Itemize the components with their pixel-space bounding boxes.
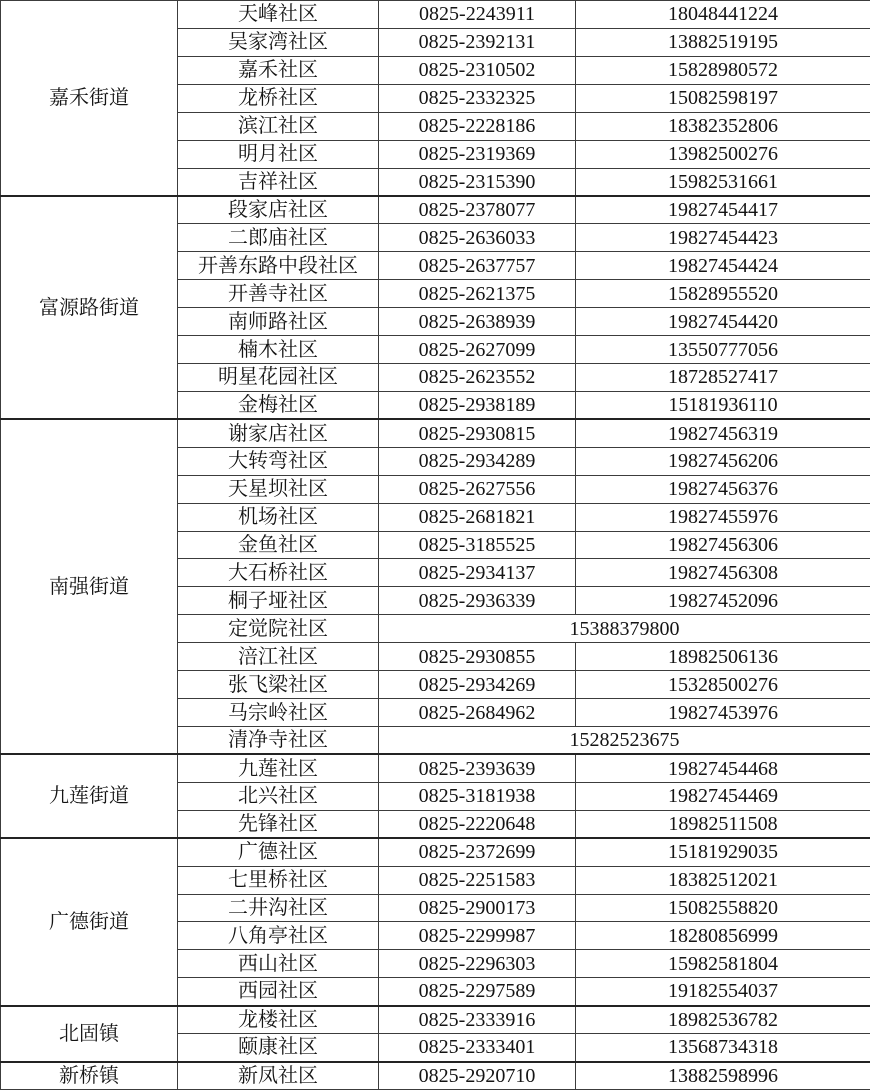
landline-cell: 0825-2372699 bbox=[379, 838, 576, 866]
mobile-cell: 19827456319 bbox=[576, 419, 870, 447]
landline-cell: 0825-2623552 bbox=[379, 363, 576, 391]
community-cell: 新凤社区 bbox=[178, 1062, 379, 1090]
landline-cell: 0825-2920710 bbox=[379, 1062, 576, 1090]
mobile-cell: 18382352806 bbox=[576, 112, 870, 140]
community-cell: 桐子垭社区 bbox=[178, 587, 379, 615]
contact-table-body bbox=[1, 1, 870, 1090]
table-row bbox=[1, 1, 870, 29]
mobile-cell: 19827454468 bbox=[576, 754, 870, 782]
landline-cell: 0825-2319369 bbox=[379, 140, 576, 168]
mobile-cell: 19827453976 bbox=[576, 699, 870, 727]
district-cell: 北固镇 bbox=[1, 1006, 178, 1062]
mobile-cell: 13568734318 bbox=[576, 1034, 870, 1062]
community-cell: 大石桥社区 bbox=[178, 559, 379, 587]
district-cell: 南强街道 bbox=[1, 419, 178, 754]
table-row bbox=[1, 838, 870, 866]
community-cell: 滨江社区 bbox=[178, 112, 379, 140]
landline-cell: 0825-2392131 bbox=[379, 28, 576, 56]
landline-cell: 0825-2638939 bbox=[379, 308, 576, 336]
community-cell: 南师路社区 bbox=[178, 308, 379, 336]
landline-cell: 0825-2251583 bbox=[379, 866, 576, 894]
community-cell: 二井沟社区 bbox=[178, 894, 379, 922]
community-cell: 吉祥社区 bbox=[178, 168, 379, 196]
landline-cell: 0825-2333916 bbox=[379, 1006, 576, 1034]
landline-cell: 0825-2333401 bbox=[379, 1034, 576, 1062]
table-row bbox=[1, 1062, 870, 1090]
landline-cell: 0825-2938189 bbox=[379, 391, 576, 419]
community-cell: 西园社区 bbox=[178, 978, 379, 1006]
landline-cell: 0825-2934269 bbox=[379, 671, 576, 699]
mobile-cell: 18048441224 bbox=[576, 1, 870, 29]
table-row bbox=[1, 196, 870, 224]
landline-cell: 0825-2934289 bbox=[379, 447, 576, 475]
landline-cell: 0825-2934137 bbox=[379, 559, 576, 587]
landline-cell: 0825-2684962 bbox=[379, 699, 576, 727]
mobile-cell: 19827456376 bbox=[576, 475, 870, 503]
landline-cell: 0825-2332325 bbox=[379, 84, 576, 112]
mobile-cell: 19827452096 bbox=[576, 587, 870, 615]
mobile-cell: 19182554037 bbox=[576, 978, 870, 1006]
district-cell: 九莲街道 bbox=[1, 754, 178, 838]
community-cell: 大转弯社区 bbox=[178, 447, 379, 475]
mobile-cell: 18382512021 bbox=[576, 866, 870, 894]
mobile-cell: 15982581804 bbox=[576, 950, 870, 978]
landline-cell: 0825-2228186 bbox=[379, 112, 576, 140]
community-cell: 涪江社区 bbox=[178, 643, 379, 671]
community-cell: 金梅社区 bbox=[178, 391, 379, 419]
mobile-cell: 19827454469 bbox=[576, 782, 870, 810]
community-cell: 明星花园社区 bbox=[178, 363, 379, 391]
mobile-cell: 19827454420 bbox=[576, 308, 870, 336]
mobile-cell: 19827456206 bbox=[576, 447, 870, 475]
community-cell: 清净寺社区 bbox=[178, 726, 379, 754]
landline-cell: 0825-2297589 bbox=[379, 978, 576, 1006]
mobile-cell: 19827454423 bbox=[576, 224, 870, 252]
community-cell: 天峰社区 bbox=[178, 1, 379, 29]
landline-cell: 0825-2930855 bbox=[379, 643, 576, 671]
community-cell: 开善东路中段社区 bbox=[178, 252, 379, 280]
community-cell: 七里桥社区 bbox=[178, 866, 379, 894]
community-cell: 明月社区 bbox=[178, 140, 379, 168]
mobile-cell: 15828980572 bbox=[576, 56, 870, 84]
landline-cell: 0825-3185525 bbox=[379, 531, 576, 559]
mobile-cell: 15828955520 bbox=[576, 280, 870, 308]
landline-cell: 0825-2637757 bbox=[379, 252, 576, 280]
mobile-cell: 15181929035 bbox=[576, 838, 870, 866]
community-cell: 定觉院社区 bbox=[178, 615, 379, 643]
mobile-cell: 15328500276 bbox=[576, 671, 870, 699]
landline-cell: 0825-2243911 bbox=[379, 1, 576, 29]
mobile-cell: 19827455976 bbox=[576, 503, 870, 531]
landline-cell: 0825-2936339 bbox=[379, 587, 576, 615]
landline-cell: 0825-2299987 bbox=[379, 922, 576, 950]
community-cell: 颐康社区 bbox=[178, 1034, 379, 1062]
community-cell: 二郎庙社区 bbox=[178, 224, 379, 252]
mobile-cell: 15082558820 bbox=[576, 894, 870, 922]
mobile-cell: 15082598197 bbox=[576, 84, 870, 112]
mobile-cell: 18982536782 bbox=[576, 1006, 870, 1034]
mobile-cell: 19827454424 bbox=[576, 252, 870, 280]
mobile-cell: 15982531661 bbox=[576, 168, 870, 196]
district-cell: 富源路街道 bbox=[1, 196, 178, 419]
community-cell: 西山社区 bbox=[178, 950, 379, 978]
community-cell: 广德社区 bbox=[178, 838, 379, 866]
mobile-cell: 18280856999 bbox=[576, 922, 870, 950]
community-cell: 楠木社区 bbox=[178, 336, 379, 364]
community-cell: 九莲社区 bbox=[178, 754, 379, 782]
community-cell: 段家店社区 bbox=[178, 196, 379, 224]
landline-cell: 0825-2296303 bbox=[379, 950, 576, 978]
mobile-cell: 13982500276 bbox=[576, 140, 870, 168]
landline-cell: 0825-2220648 bbox=[379, 810, 576, 838]
mobile-cell: 19827456306 bbox=[576, 531, 870, 559]
contact-number-cell-merged: 15282523675 bbox=[379, 726, 870, 754]
community-cell: 开善寺社区 bbox=[178, 280, 379, 308]
contact-number-cell-merged: 15388379800 bbox=[379, 615, 870, 643]
landline-cell: 0825-2310502 bbox=[379, 56, 576, 84]
community-cell: 龙楼社区 bbox=[178, 1006, 379, 1034]
community-cell: 北兴社区 bbox=[178, 782, 379, 810]
community-cell: 谢家店社区 bbox=[178, 419, 379, 447]
mobile-cell: 18982511508 bbox=[576, 810, 870, 838]
community-cell: 机场社区 bbox=[178, 503, 379, 531]
landline-cell: 0825-2627556 bbox=[379, 475, 576, 503]
community-cell: 吴家湾社区 bbox=[178, 28, 379, 56]
table-row bbox=[1, 419, 870, 447]
landline-cell: 0825-2636033 bbox=[379, 224, 576, 252]
community-cell: 龙桥社区 bbox=[178, 84, 379, 112]
mobile-cell: 19827454417 bbox=[576, 196, 870, 224]
landline-cell: 0825-2315390 bbox=[379, 168, 576, 196]
table-row bbox=[1, 1006, 870, 1034]
landline-cell: 0825-2621375 bbox=[379, 280, 576, 308]
table-row bbox=[1, 754, 870, 782]
landline-cell: 0825-2378077 bbox=[379, 196, 576, 224]
landline-cell: 0825-2930815 bbox=[379, 419, 576, 447]
mobile-cell: 19827456308 bbox=[576, 559, 870, 587]
community-cell: 嘉禾社区 bbox=[178, 56, 379, 84]
community-cell: 马宗岭社区 bbox=[178, 699, 379, 727]
community-cell: 八角亭社区 bbox=[178, 922, 379, 950]
district-cell: 嘉禾街道 bbox=[1, 1, 178, 196]
community-cell: 张飞梁社区 bbox=[178, 671, 379, 699]
district-cell: 广德街道 bbox=[1, 838, 178, 1006]
mobile-cell: 15181936110 bbox=[576, 391, 870, 419]
district-cell: 新桥镇 bbox=[1, 1062, 178, 1090]
landline-cell: 0825-2627099 bbox=[379, 336, 576, 364]
mobile-cell: 18982506136 bbox=[576, 643, 870, 671]
mobile-cell: 18728527417 bbox=[576, 363, 870, 391]
community-cell: 天星坝社区 bbox=[178, 475, 379, 503]
landline-cell: 0825-2900173 bbox=[379, 894, 576, 922]
mobile-cell: 13550777056 bbox=[576, 336, 870, 364]
mobile-cell: 13882598996 bbox=[576, 1062, 870, 1090]
landline-cell: 0825-2681821 bbox=[379, 503, 576, 531]
community-cell: 先锋社区 bbox=[178, 810, 379, 838]
landline-cell: 0825-3181938 bbox=[379, 782, 576, 810]
mobile-cell: 13882519195 bbox=[576, 28, 870, 56]
landline-cell: 0825-2393639 bbox=[379, 754, 576, 782]
community-cell: 金鱼社区 bbox=[178, 531, 379, 559]
